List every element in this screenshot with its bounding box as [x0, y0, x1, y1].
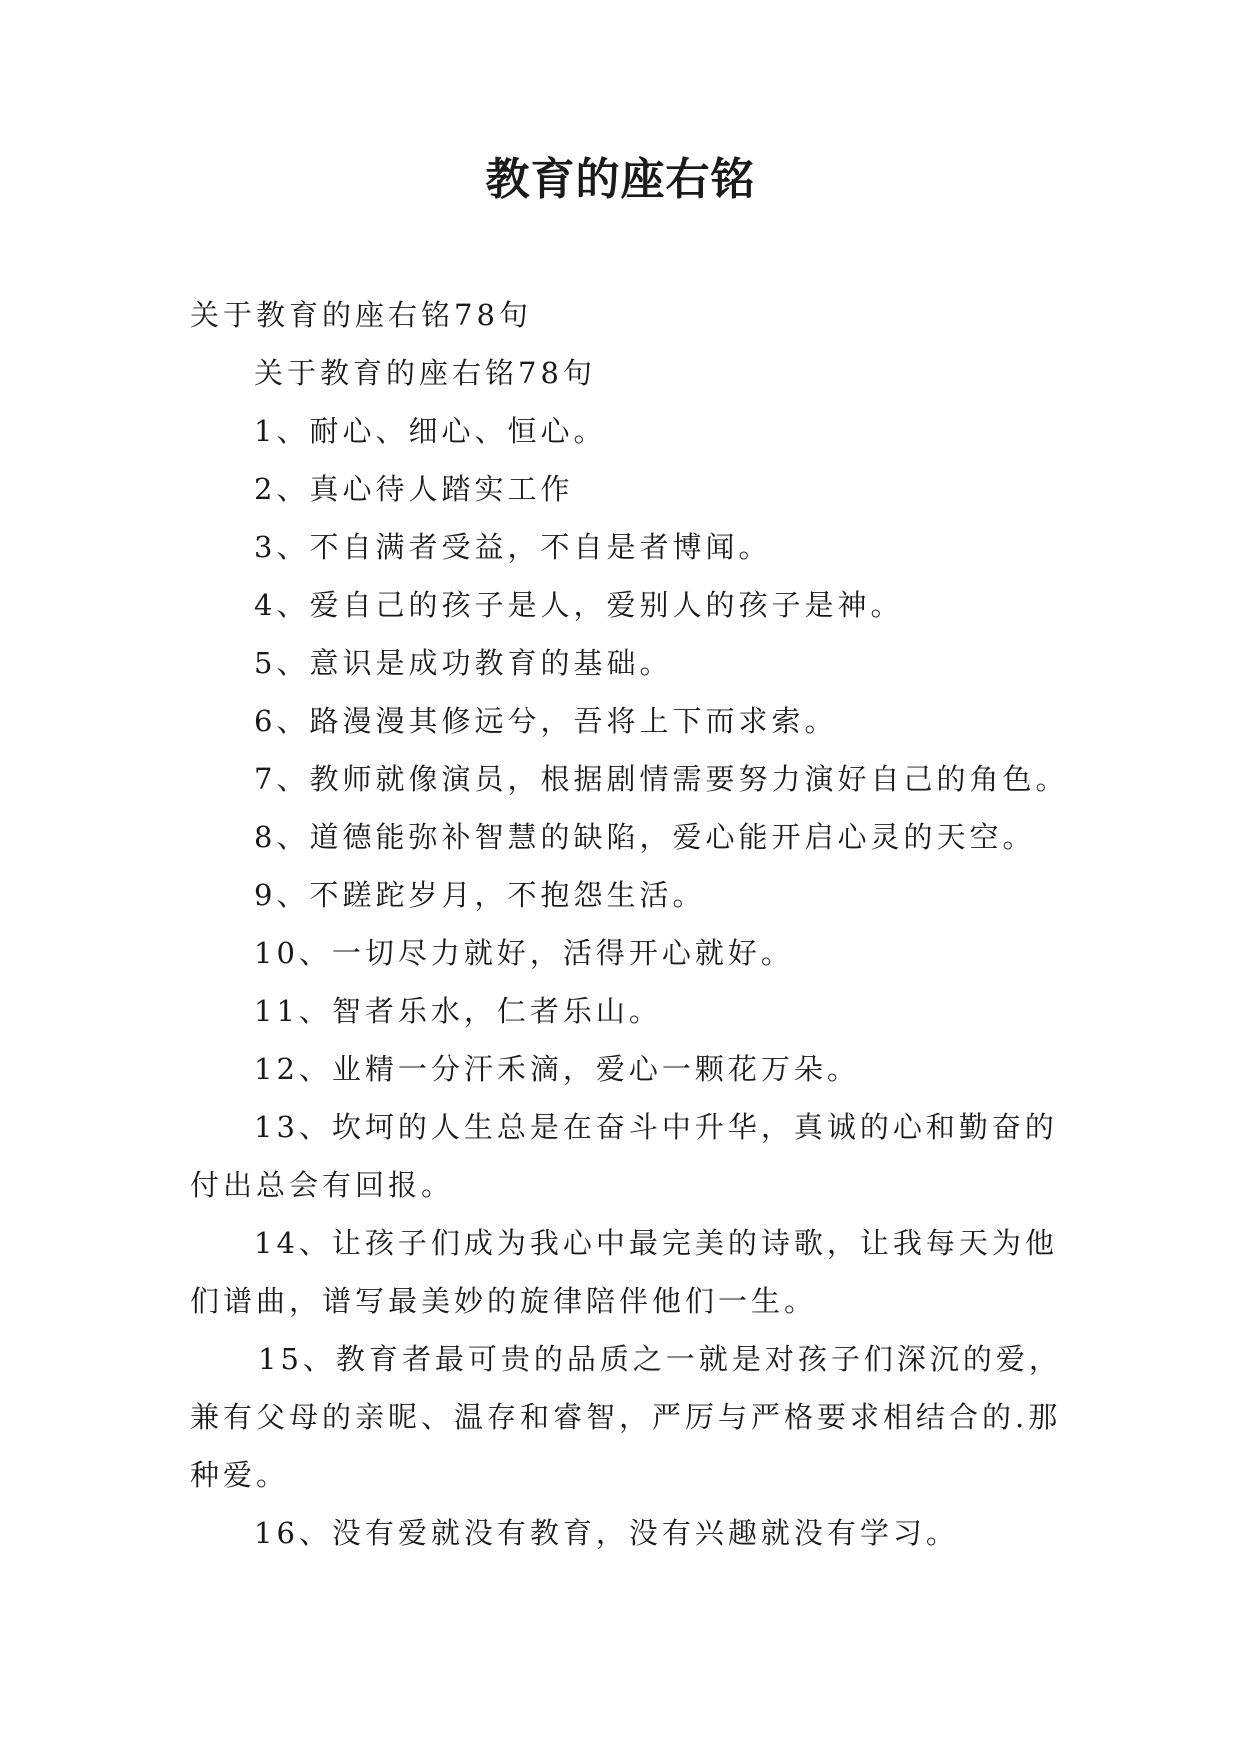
document-body — [190, 286, 1070, 1562]
list-item: 15、教育者最可贵的品质之一就是对孩子们深沉的爱，兼有父母的亲昵、温存和睿智，严厉与严格要求相结合的.那种爱。 — [190, 1342, 1062, 1492]
document-title: 教育的座右铭 — [485, 154, 756, 205]
list-item: 4、爱自己的孩子是人，爱别人的孩子是神。 — [254, 588, 904, 622]
list-item: 9、不蹉跎岁月，不抱怨生活。 — [254, 878, 706, 912]
list-item: 11、智者乐水，仁者乐山。 — [254, 994, 662, 1028]
list-item: 8、道德能弥补智慧的缺陷，爱心能开启心灵的天空。 — [254, 820, 1036, 854]
list-item: 10、一切尽力就好，活得开心就好。 — [254, 936, 794, 970]
list-item: 3、不自满者受益，不自是者博闻。 — [254, 530, 772, 564]
list-item: 13、坎坷的人生总是在奋斗中升华，真诚的心和勤奋的付出总会有回报。 — [190, 1110, 1058, 1202]
list-item: 14、让孩子们成为我心中最完美的诗歌，让我每天为他们谱曲，谱写最美妙的旋律陪伴他们一生。 — [190, 1226, 1058, 1318]
subtitle-line: 关于教育的座右铭78句 — [254, 356, 596, 390]
list-item: 7、教师就像演员，根据剧情需要努力演好自己的角色。 — [254, 762, 1069, 796]
list-item: 16、没有爱就没有教育，没有兴趣就没有学习。 — [254, 1516, 959, 1550]
list-item: 12、业精一分汗禾滴，爱心一颗花万朵。 — [254, 1052, 860, 1086]
list-item: 5、意识是成功教育的基础。 — [254, 646, 673, 680]
list-item: 1、耐心、细心、恒心。 — [254, 414, 607, 448]
list-item: 2、真心待人踏实工作 — [254, 472, 574, 506]
intro-line: 关于教育的座右铭78句 — [190, 298, 532, 332]
list-item: 6、路漫漫其修远兮，吾将上下而求索。 — [254, 704, 838, 738]
